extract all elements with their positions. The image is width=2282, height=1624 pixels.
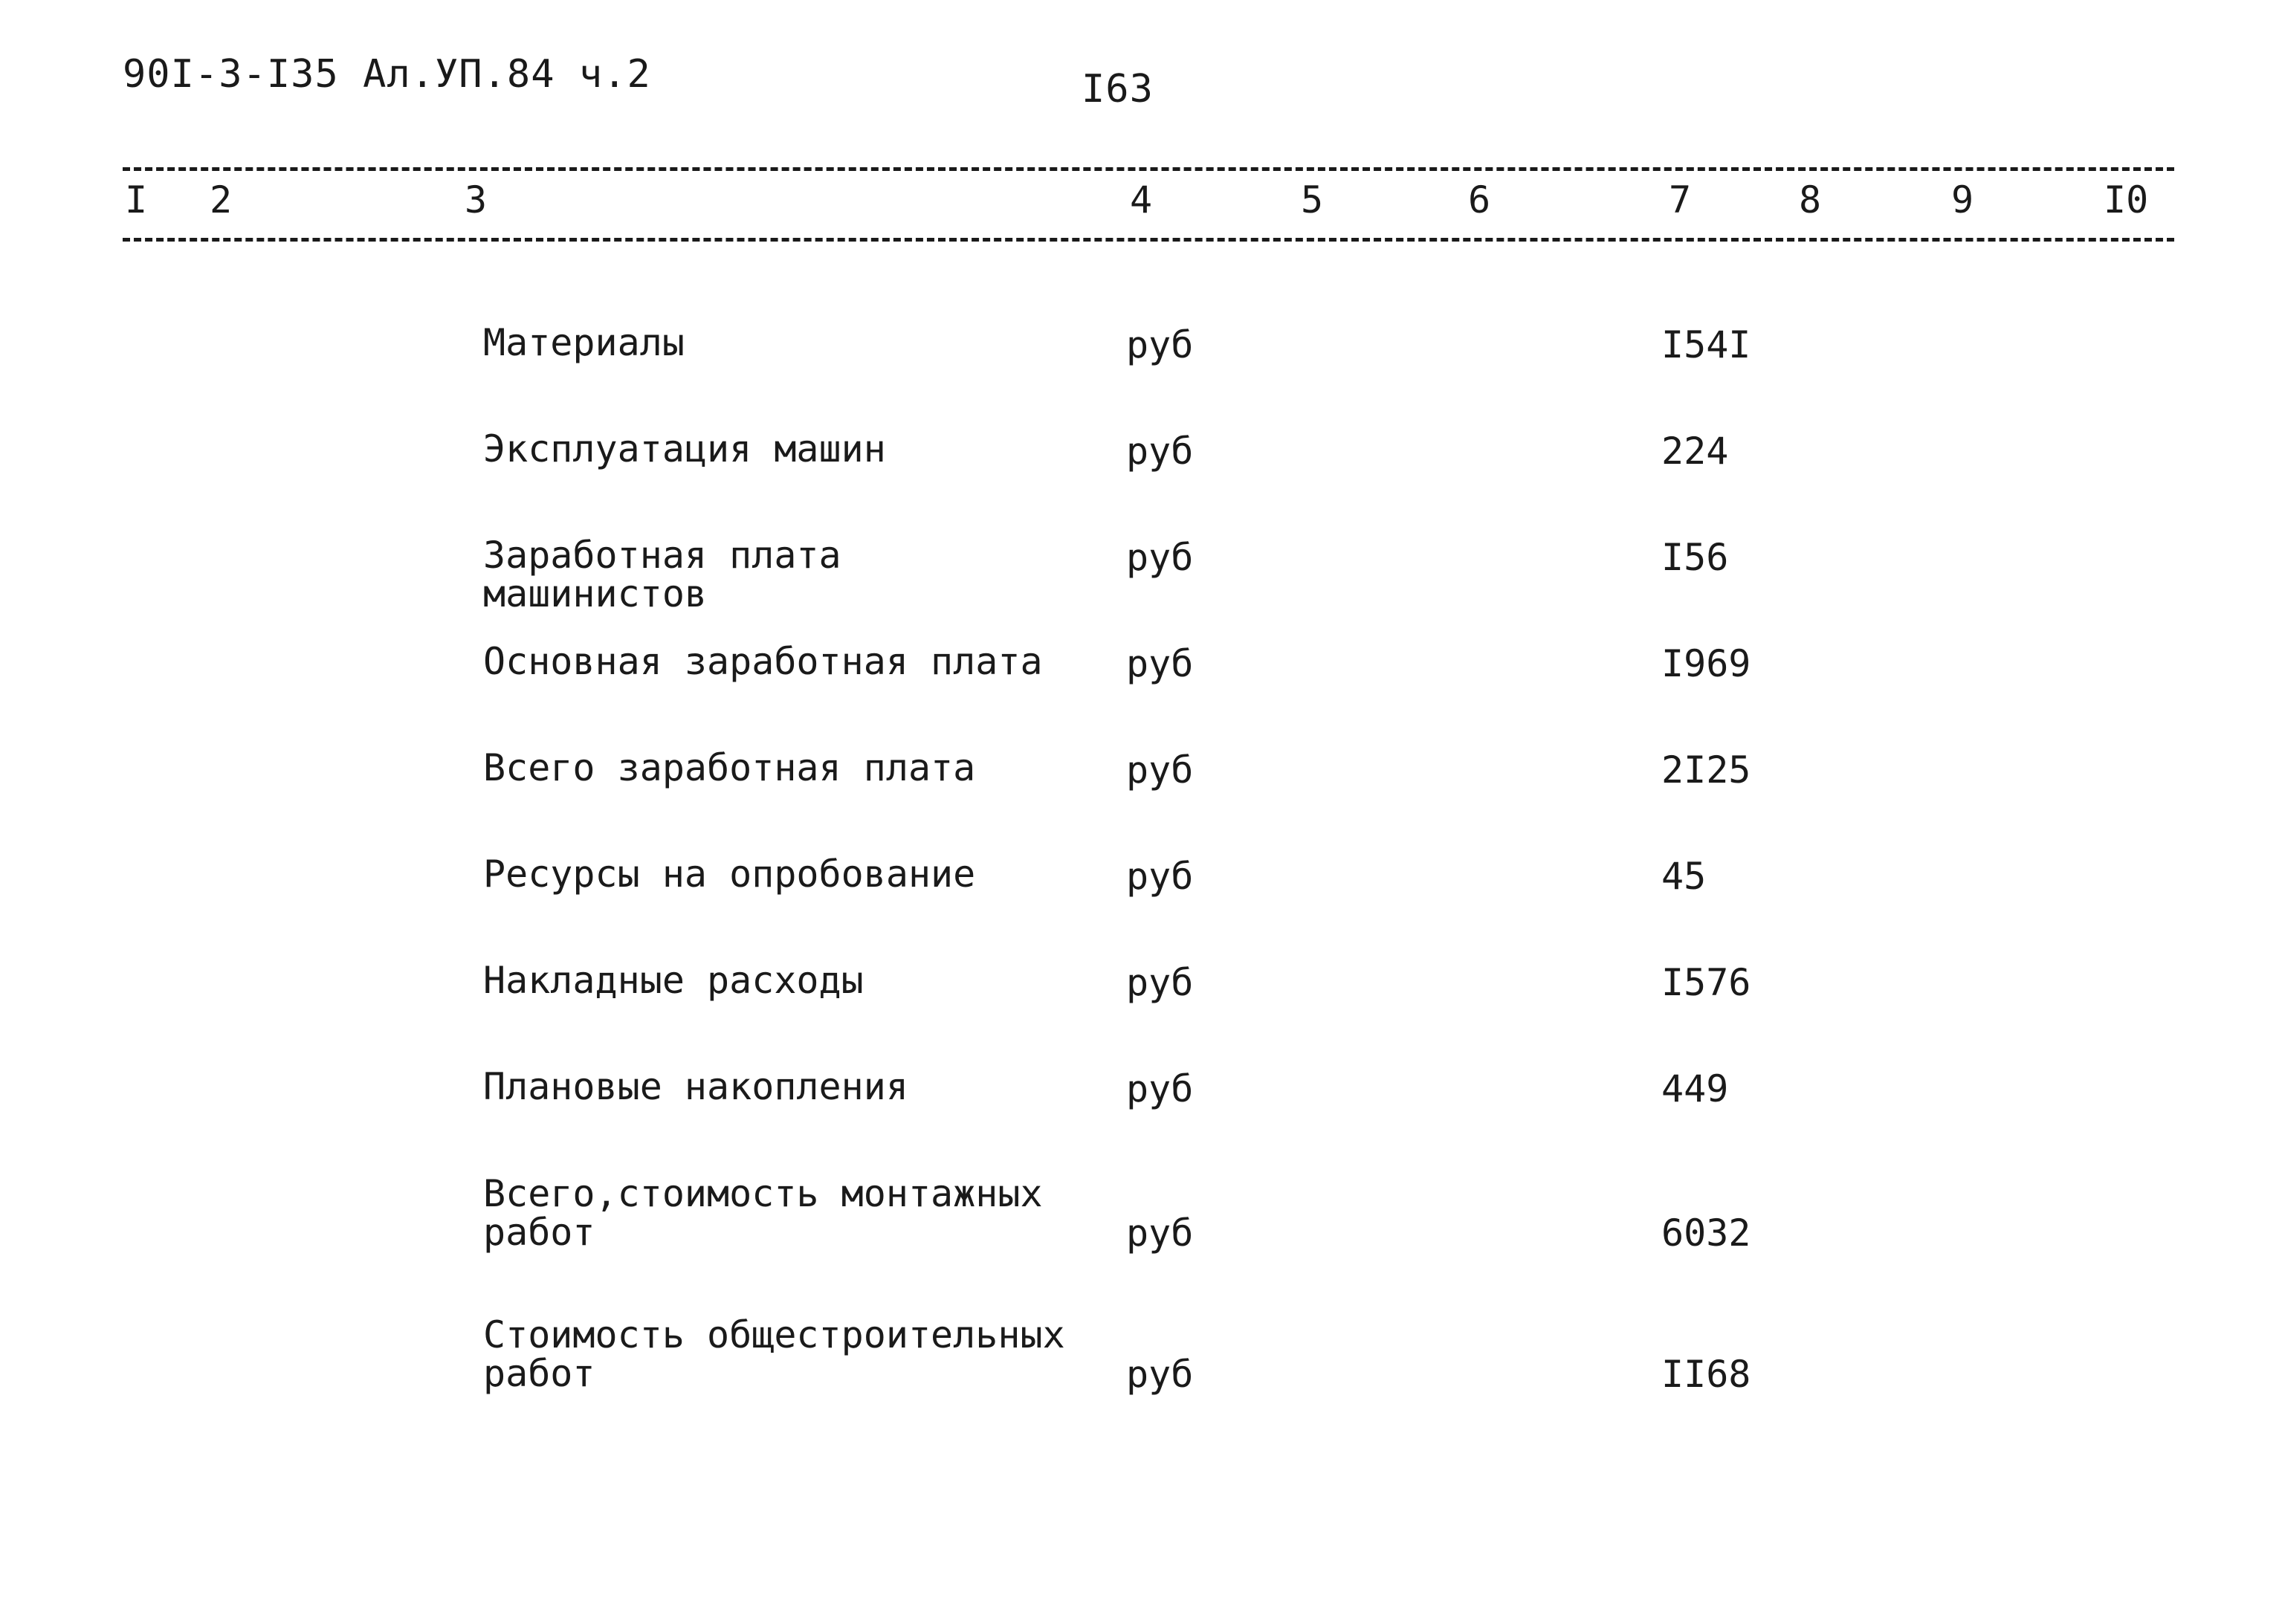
row-value: 2I25: [1661, 748, 1751, 792]
row-value: 45: [1661, 855, 1707, 898]
row-unit: руб: [1126, 642, 1194, 685]
row-name: Накладные расходы: [483, 959, 864, 1002]
row-name: Заработная плата машинистов: [483, 534, 841, 615]
row-name: Материалы: [483, 321, 685, 364]
column-number: 2: [210, 178, 233, 221]
row-value: I969: [1661, 642, 1751, 685]
row-unit: руб: [1126, 1353, 1194, 1396]
row-value: I56: [1661, 536, 1729, 579]
row-name: Основная заработная плата: [483, 640, 1043, 683]
row-unit: руб: [1126, 430, 1194, 473]
row-unit: руб: [1126, 536, 1194, 579]
row-unit: руб: [1126, 323, 1194, 366]
divider-top: [123, 167, 2174, 171]
row-value: I54I: [1661, 323, 1751, 366]
row-unit: руб: [1126, 855, 1194, 898]
row-unit: руб: [1126, 748, 1194, 792]
divider-bottom: [123, 238, 2174, 242]
column-number: 4: [1130, 178, 1153, 221]
column-number: 9: [1951, 178, 1974, 221]
row-name: Всего заработная плата: [483, 746, 976, 789]
row-value: I576: [1661, 961, 1751, 1004]
column-number: 6: [1468, 178, 1491, 221]
column-number: I0: [2104, 178, 2149, 221]
column-number: 7: [1669, 178, 1692, 221]
column-number: 5: [1301, 178, 1324, 221]
row-unit: руб: [1126, 1067, 1194, 1110]
column-number: I: [125, 178, 148, 221]
column-number: 8: [1799, 178, 1822, 221]
row-name: Плановые накопления: [483, 1065, 908, 1108]
column-number: 3: [465, 178, 488, 221]
page-number: I63: [1082, 67, 1154, 111]
row-name: Стоимость общестроительных работ: [483, 1313, 1065, 1395]
row-unit: руб: [1126, 1211, 1194, 1255]
row-value: II68: [1661, 1353, 1751, 1396]
row-name: Всего,стоимость монтажных работ: [483, 1172, 1043, 1254]
row-value: 6032: [1661, 1211, 1751, 1255]
row-value: 224: [1661, 430, 1729, 473]
row-value: 449: [1661, 1067, 1729, 1110]
row-name: Ресурсы на опробование: [483, 853, 976, 896]
row-name: Эксплуатация машин: [483, 427, 886, 470]
row-unit: руб: [1126, 961, 1194, 1004]
document-code: 90I-3-I35 Ал.УП.84 ч.2: [123, 52, 651, 97]
